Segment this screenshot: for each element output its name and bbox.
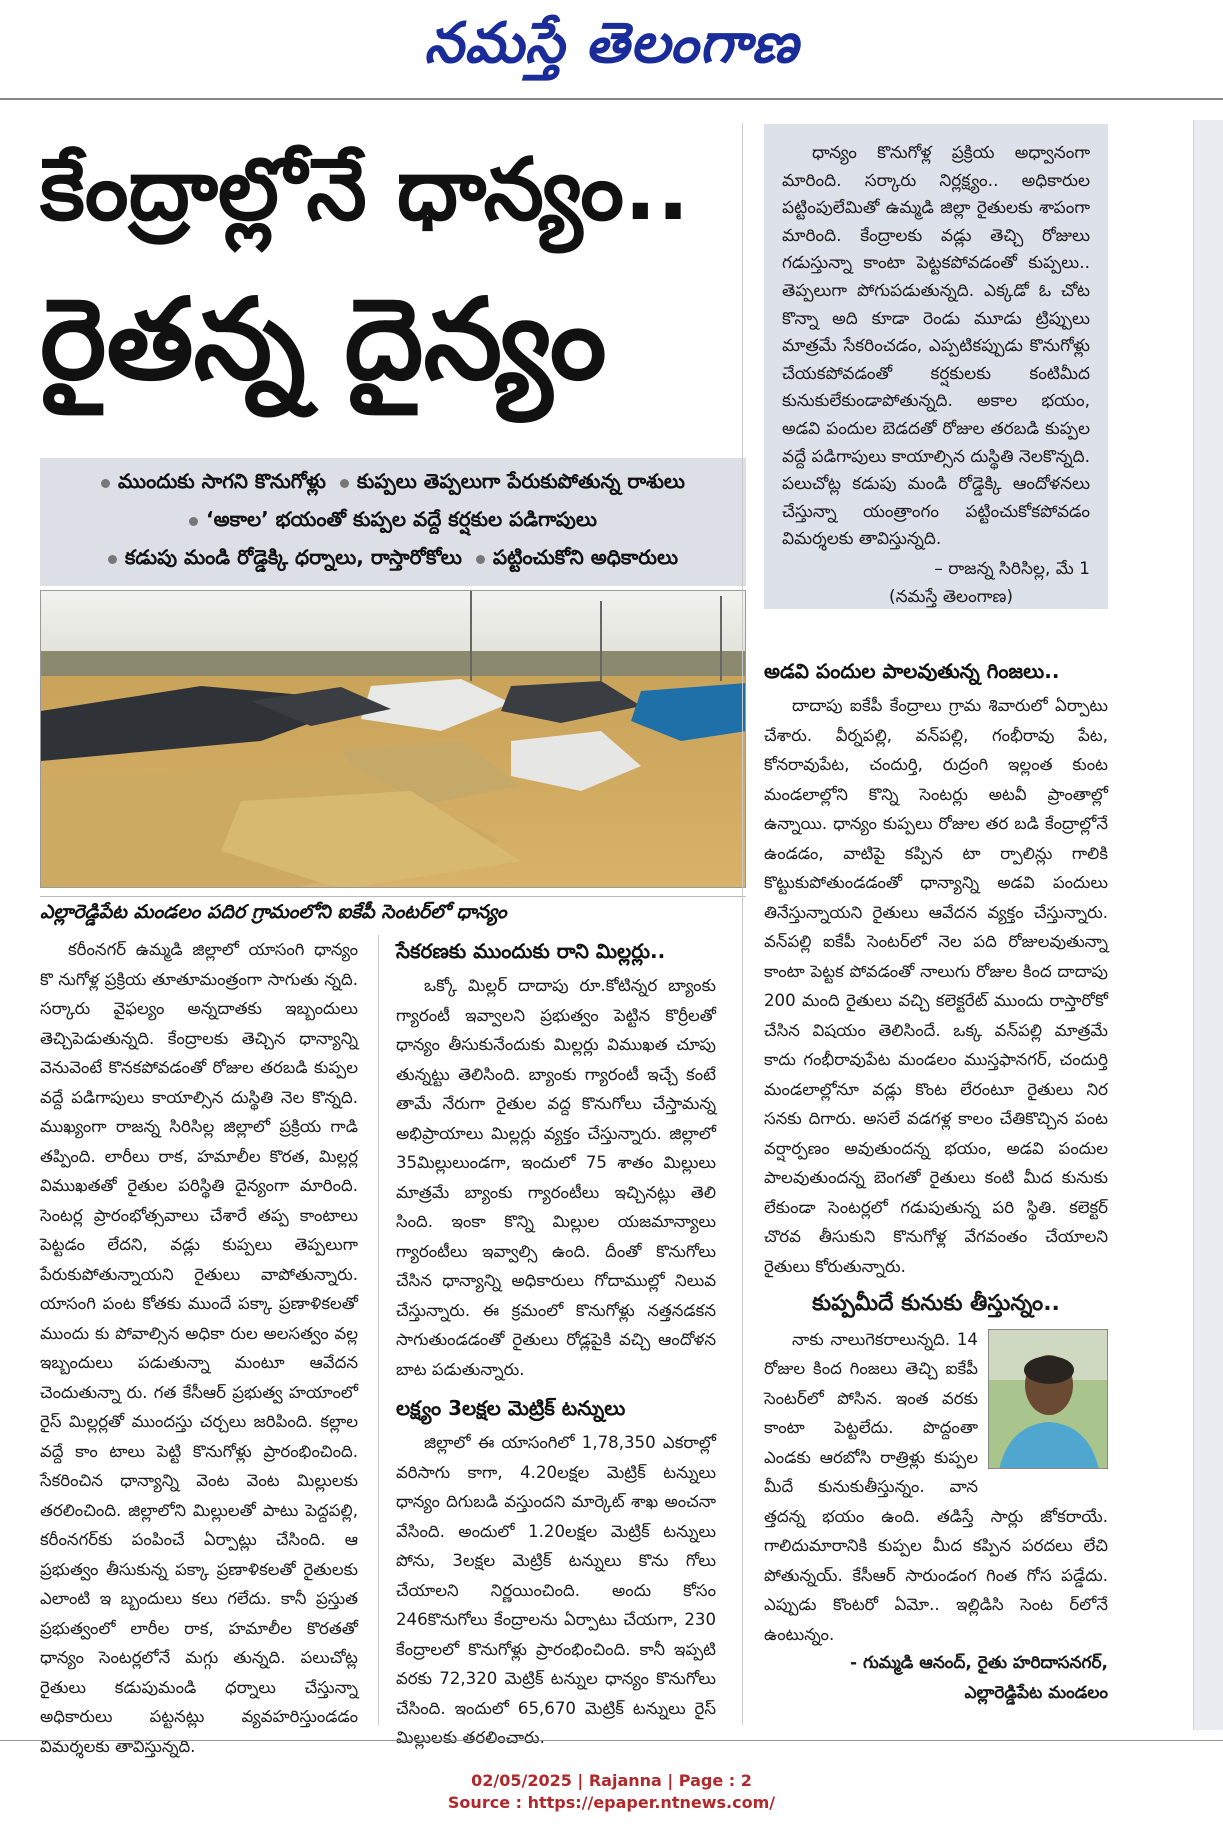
highlights-box: [40, 458, 746, 586]
column-divider: [742, 124, 743, 1724]
dateline: – రాజన్న సిరిసిల్ల, మే 1: [934, 558, 1090, 579]
headline-line-2: రైతన్న దైన్యం: [40, 275, 607, 405]
bullet-icon: [101, 479, 110, 488]
farmer-portrait: [988, 1329, 1108, 1469]
subheading-target: లక్ష్యం 3లక్షల మెట్రిక్ టన్నులు: [396, 1396, 626, 1420]
highlight-item: ‘అకాల’ భయంతో కుప్పల వద్దే కర్షకుల పడిగాపులు: [189, 507, 597, 536]
bullet-icon: [189, 517, 198, 526]
news-photo: [40, 590, 746, 888]
article-paragraph: కరీంనగర్ ఉమ్మడి జిల్లాలో యాసంగి ధాన్యం కొ నుగోళ్ల ప్రక్రియ తూతూమంత్రంగా సాగుతు న్నది. సర్కారు వైఫల్యం అన్నదాతకు ఇబ్బందులు తెచ్చిపెడుతున్నది. కేంద్రాలకు తెచ్చిన ధాన్యాన్ని వెనువెంటే కొనకపోవడంతో రోజుల తరబడి కుప్పల వద్దే పడిగాపులు కాయాల్సిన దుస్థితి నెల కొన్నది. ముఖ్యంగా రాజన్న సిరిసిల్ల జిల్లాలో ప్రక్రియ గాడి తప్పింది. లారీలు రాక, హమాలీల కొరత, మిల్లర్ల విముఖతతో రైతుల పరిస్థితి దైన్యంగా మారింది. సెంటర్ల ప్రారంభోత్సవాలు చేశారే తప్ప కాంటాలు పెట్టడం లేదని, వడ్లు కుప్పలు తెప్పలుగా పేరుకుపోతున్నాయని రైతులు వాపోతున్నారు. యాసంగి పంట కోతకు ముందే పక్కా ప్రణాళికలతో ముందు కు పోవాల్సిన అధికా రుల అలసత్వం వల్ల ఇబ్బందులు పడుతున్నా మంటూ ఆవేదన చెందుతున్నా రు. గత కేసీఆర్ ప్రభుత్వ హయాంలో రైస్ మిల్లర్లతో ముందస్తు చర్చలు జరిపింది. కల్లాల వద్దే కాం టాలు పెట్టి కొనుగోళ్లు ప్రారంభించింది. సేకరించిన ధాన్యాన్ని వెంట వెంట మిల్లులకు తరలించింది. జిల్లాలోని మిల్లులతో పాటు పెద్దపల్లి, కరీంనగర్‌కు పంపించే ఏర్పాట్లు చేసింది. ఆ ప్రభుత్వం తీసుకున్న పక్కా ప్రణాళికలతో రైతులకు ఎలాంటి ఇ బ్బందులు కలు గలేదు. కానీ ప్రస్తుత ప్రభుత్వంలో లారీల రాక, హమాలీల కొరతతో ధాన్యం సెంటర్లలోనే మగ్గు తున్నది. పలుచోట్ల రైతులు కడుపుమండి ధర్నాలు చేస్తున్నా అధికారులు పట్టనట్లు వ్యవహరిస్తుండడం విమర్శలకు తావిస్తున్నది.: [40, 940, 358, 1756]
quote-signature: - గుమ్మడి ఆనంద్, రైతు హరిదాసనగర్,: [850, 1653, 1108, 1673]
highlights-row: [50, 464, 736, 502]
subheading-millers: సేకరణకు ముందుకు రాని మిల్లర్లు..: [396, 939, 666, 963]
article-column-2: [396, 935, 716, 1753]
article-paragraph: జిల్లాలో ఈ యాసంగిలో 1,78,350 ఎకరాల్లో వరిసాగు కాగా, 4.20లక్షల మెట్రిక్ టన్నులు ధాన్యం దిగుబడి వస్తుందని మార్కెట్ శాఖ అంచనా వేసింది. అందులో 1.20లక్షల మెట్రిక్ టన్నులు పోను, 3లక్షల మెట్రిక్ టన్నులు కొను గోలు చేయాలని నిర్ణయించింది. అందు కోసం 246కొనుగోలు కేంద్రాలను ఏర్పాటు చేయగా, 230 కేంద్రాలలో కొనుగోళ్లు ప్రారంభించింది. కానీ ఇప్పటి వరకు 72,320 మెట్రిక్ టన్నుల ధాన్యం కొనుగోలు చేసింది. ఇందులో 65,670 మెట్రిక్ టన్నులు రైస్ మిల్లులకు తరలించారు.: [396, 1433, 716, 1747]
highlights-row: [50, 540, 736, 578]
column-divider: [378, 935, 379, 1725]
highlight-item: ముందుకు సాగని కొనుగోళ్లు: [101, 469, 326, 498]
farmer-quote: [764, 1325, 1108, 1709]
quote-text: నాకు నాలుగెకరాలున్నది. 14 రోజుల కింద గింజలు తెచ్చి ఐకేపీ సెంటర్‌లో పోసిన. ఇంత వరకు కాంటా పెట్టలేదు. పొద్దంతా ఎండకు ఆరబోసి రాత్రిళ్లు కుప్పల మీదే కునుకుతీస్తున్నం. వాన త్తదన్న భయం ఉంది. తడిస్తే సార్లు జోకరాయే. గాలిదుమారానికి కుప్పల మీద కప్పిన పరదలు లేచి పోతున్నయ్. కేసీఆర్ సారుండంగ గింత గోస పడ్డేదు. ఎప్పుడు కొంటరో ఏమో.. ఇల్లిడిసి సెంట ర్‌లోనే ఉంటున్నం.: [764, 1329, 1108, 1644]
masthead: [0, 0, 1223, 100]
highlight-item: పట్టించుకోని అధికారులు: [476, 545, 678, 574]
article-column-3: [764, 655, 1108, 1708]
summary-text: ధాన్యం కొనుగోళ్ల ప్రక్రియ అధ్వానంగా మారింది. సర్కారు నిర్లక్ష్యం.. అధికారుల పట్టింపులేమితో ఉమ్మడి జిల్లా రైతులకు శాపంగా మారింది. కేంద్రాలకు వడ్లు తెచ్చి రోజులు గడుస్తున్నా కాంటా పెట్టకపోవడంతో కుప్పలు.. తెప్పలుగా పోగుపడుతున్నది. ఎక్కడో ఓ చోట కొన్నా అది కూడా రెండు మూడు ట్రిప్పులు మాత్రమే సేకరించడం, ఎప్పటికప్పుడు కొనుగోళ్లు చేయకపోవడంతో కర్షకులకు కంటిమీద కునుకులేకుండాపోతున్నది. అకాల భయం, అడవి పందుల బెడదతో రోజుల తరబడి కుప్పల వద్దే పడిగాపులు కాయాల్సిన దుస్థితి నెలకొన్నది. పలుచోట్ల కడుపు మండి రోడ్డెక్కి ఆందోళనలు చేస్తున్నా యంత్రాంగం పట్టించుకోకపోవడం విమర్శలకు తావిస్తున్నది.: [782, 143, 1090, 550]
summary-box: [764, 124, 1108, 609]
source-credit: (నమస్తే తెలంగాణ): [888, 586, 1014, 607]
newspaper-title: నమస్తే తెలంగాణ: [424, 10, 799, 76]
page-edge-strip: [1193, 120, 1223, 1730]
footer-edition: 02/05/2025 | Rajanna | Page : 2: [471, 1771, 752, 1790]
headline-line-1: కేంద్రాల్లోనే ధాన్యం..: [40, 140, 690, 240]
highlights-row: [50, 502, 736, 540]
photo-caption: ఎల్లారెడ్డిపేట మండలం పదిర గ్రామంలోని ఐకేపీ సెంటర్‌లో ధాన్యం: [40, 896, 746, 928]
farmer-photo: [989, 1330, 1108, 1469]
grain-heaps-photo: [41, 591, 746, 888]
footer-source[interactable]: Source : https://epaper.ntnews.com/: [447, 1793, 776, 1812]
highlight-item: కుప్పలు తెప్పలుగా పేరుకుపోతున్న రాశులు: [340, 469, 685, 498]
subheading-wild-boars: అడవి పందుల పాలవుతున్న గింజలు..: [764, 659, 1060, 683]
farmer-quote-heading: కుప్పమీదే కునుకు తీస్తున్నం..: [812, 1291, 1060, 1316]
highlight-item: కడుపు మండి రోడ్డెక్కి ధర్నాలు, రాస్తారోకోలు: [108, 545, 462, 574]
bullet-icon: [476, 555, 485, 564]
article-paragraph: ఒక్కో మిల్లర్ దాదాపు రూ.కోటిన్నర బ్యాంకు గ్యారంటీ ఇవ్వాలని ప్రభుత్వం పెట్టిన కొర్రీలతో ధాన్యం తీసుకునేందుకు మిల్లర్లు విముఖత చూపు తున్నట్టు తెలిసింది. బ్యాంకు గ్యారంటీ ఇచ్చే కంటే తామే నేరుగా రైతుల వద్ద కొనుగోలు చేస్తామన్న అభిప్రాయాలు మిల్లర్లు వ్యక్తం చేస్తున్నారు. జిల్లాలో 35మిల్లులుండగా, ఇందులో 75 శాతం మిల్లులు మాత్రమే బ్యాంకు గ్యారంటీలు ఇచ్చినట్లు తెలి సింది. ఇంకా కొన్ని మిల్లుల యజమాన్యాలు గ్యారంటీలు ఇవ్వాల్సి ఉంది. దీంతో కొనుగోలు చేసిన ధాన్యాన్ని అధికారులు గోదాముల్లో నిలువ చేస్తున్నారు. ఈ క్రమంలో కొనుగోళ్లు నత్తనడకన సాగుతుండడంతో రైతులు రోడ్లపైకి వచ్చి ఆందోళన బాట పడుతున్నారు.: [396, 976, 716, 1379]
article-column-1: [40, 935, 358, 1761]
bullet-icon: [340, 479, 349, 488]
footer: [0, 1770, 1223, 1814]
quote-signature-place: ఎల్లారెడ్డిపేట మండలం: [964, 1682, 1108, 1703]
article-paragraph: దాదాపు ఐకేపీ కేంద్రాలు గ్రామ శివారులో ఏర్పాటు చేశారు. వీర్నపల్లి, వన్‌పల్లి, గంభీరావు పేట, కోనరావుపేట, చందుర్తి, రుద్రంగి ఇల్లంత కుంట మండలాల్లోని కొన్ని సెంటర్లు అటవీ ప్రాంతాల్లో ఉన్నాయి. ధాన్యం కుప్పలు రోజుల తర బడి కేంద్రాల్లోనే ఉండడం, వాటిపై కప్పిన టా ర్పాలిన్లు గాలికి కొట్టుకుపోతుండడంతో ధాన్యాన్ని అడవి పందులు తినేస్తున్నాయని రైతులు ఆవేదన వ్యక్తం చేస్తున్నారు. వన్‌పల్లి ఐకేపీ సెంటర్‌లో నెల పది రోజులవుతున్నా కాంటా పెట్టక పోవడంతో నాలుగు రోజుల కింద దాదాపు 200 మంది రైతులు వచ్చి కలెక్టరేట్ ముందు రాస్తారోకో చేసిన విషయం తెలిసిందే. ఒక్క వన్‌పల్లి మాత్రమే కాదు గంభీరావుపేట మండలం ముస్తఫానగర్, చందుర్తి మండలాల్లోనూ వడ్లు కొంట లేరంటూ రైతులు నిర సనకు దిగారు. అసలే వడగళ్ల కాలం చేతికొచ్చిన పంట వర్షార్పణం అవుతుందన్న భయం, అడవి పందుల పాలవుతుందన్న బెంగతో రైతులు కంటి మీద కునుకు లేకుండా సెంటర్లలో గడుపుతున్న పరి స్థితి. కలెక్టర్ చొరవ తీసుకుని కొనుగోళ్ల వేగవంతం చేయాలని రైతులు కోరుతున్నారు.: [764, 696, 1108, 1276]
bullet-icon: [108, 555, 117, 564]
footer-divider: [0, 1740, 1223, 1741]
